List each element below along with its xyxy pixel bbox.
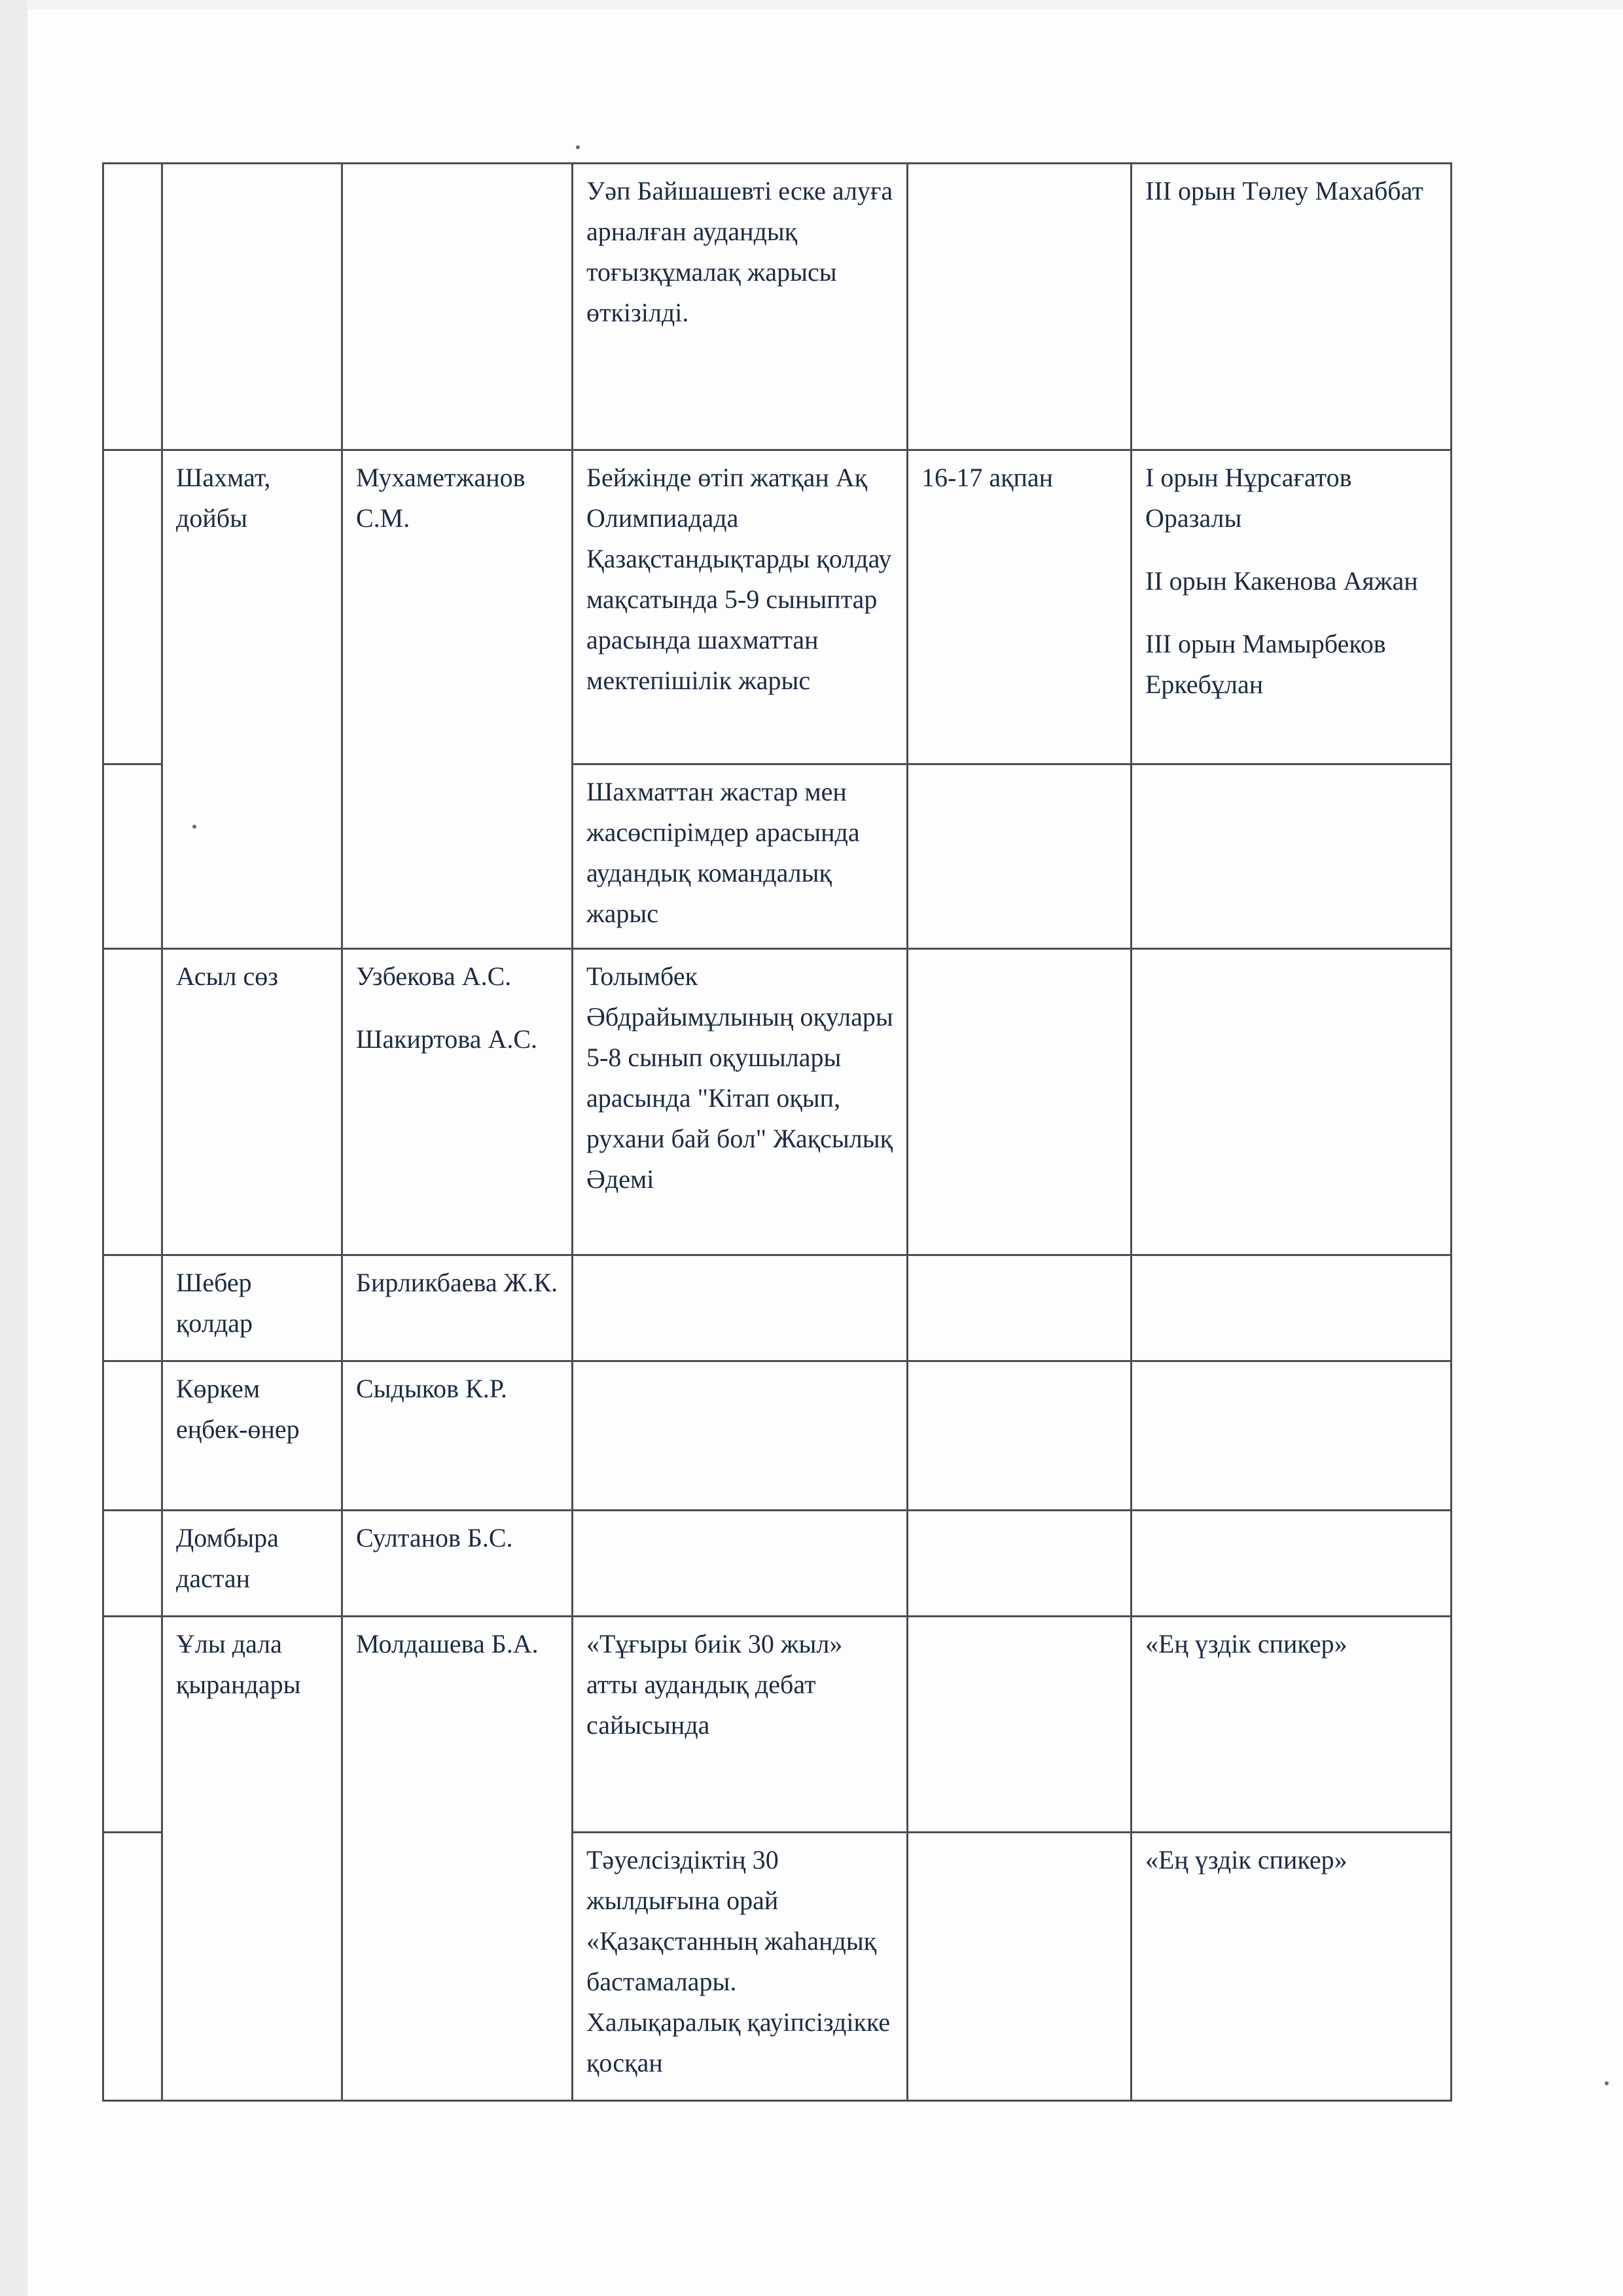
date-cell [908, 1511, 1132, 1617]
date-cell [908, 949, 1132, 1255]
scan-speck [1605, 2081, 1609, 2085]
leader-name: Мухаметжанов С.М. [356, 463, 526, 533]
event-cell: Толымбек Әбдрайымұлының оқулары 5-8 сынып оқушылары арасында "Кітап оқып, рухани бай бол" Жақсылық Әдемі [573, 949, 908, 1255]
club-cell: Асыл сөз [162, 949, 342, 1255]
date-cell: 16-17 ақпан [908, 450, 1132, 764]
club-cell: Шебер қолдар [162, 1255, 342, 1361]
activities-table [102, 162, 1452, 2102]
table-row [103, 1255, 1452, 1361]
leader-cell [342, 164, 573, 450]
result-cell [1132, 1361, 1452, 1511]
scan-top-edge [27, 0, 1623, 9]
result-line: ІІІ орын Мамырбеков Еркебұлан [1145, 629, 1386, 699]
number-cell [103, 1255, 162, 1361]
date-cell [908, 1361, 1132, 1511]
event-cell: Тәуелсіздіктің 30 жылдығына орай «Қазақстанның жаһандық бастамалары. Халықаралық қауіпсіздікке қосқан [573, 1833, 908, 2101]
table-row [103, 1361, 1452, 1511]
club-cell [162, 164, 342, 450]
result-cell [1132, 450, 1452, 764]
number-cell [103, 164, 162, 450]
club-cell: Ұлы дала қырандары [162, 1617, 342, 2101]
result-cell [1132, 764, 1452, 949]
number-cell [103, 764, 162, 949]
date-cell [908, 1617, 1132, 1833]
table-row [103, 1617, 1452, 1833]
date-cell [908, 1255, 1132, 1361]
leader-cell [342, 1361, 573, 1511]
club-cell: Шахмат, дойбы [162, 450, 342, 949]
date-cell [908, 764, 1132, 949]
leader-name: Узбекова А.С. [356, 961, 512, 991]
leader-cell [342, 450, 573, 949]
event-cell [573, 1361, 908, 1511]
event-cell [573, 1255, 908, 1361]
leader-name: Молдашева Б.А. [356, 1629, 539, 1659]
leader-cell [342, 1255, 573, 1361]
result-line: «Ең үздік спикер» [1145, 1629, 1347, 1659]
scan-speck [576, 145, 580, 149]
leader-name: Султанов Б.С. [356, 1523, 513, 1552]
number-cell [103, 450, 162, 764]
club-cell: Көркем еңбек-өнер [162, 1361, 342, 1511]
result-cell [1132, 1255, 1452, 1361]
scan-left-edge [0, 0, 27, 2296]
leader-name: Бирликбаева Ж.К. [356, 1268, 558, 1297]
result-line: «Ең үздік спикер» [1145, 1845, 1347, 1874]
number-cell [103, 949, 162, 1255]
club-cell: Домбыра дастан [162, 1511, 342, 1617]
leader-cell [342, 949, 573, 1255]
result-line: І орын Нұрсағатов Оразалы [1145, 463, 1352, 533]
number-cell [103, 1833, 162, 2101]
leader-name: Сыдыков К.Р. [356, 1374, 507, 1403]
result-cell [1132, 164, 1452, 450]
result-cell [1132, 949, 1452, 1255]
leader-name: Шакиртова А.С. [356, 1024, 538, 1054]
event-cell: Шахматтан жастар мен жасөспірімдер арасында аудандық командалық жарыс [573, 764, 908, 949]
number-cell [103, 1617, 162, 1833]
leader-cell [342, 1617, 573, 2101]
table-row [103, 1511, 1452, 1617]
event-cell: Уәп Байшашевті еске алуға арналған аудандық тоғызқұмалақ жарысы өткізілді. [573, 164, 908, 450]
date-cell [908, 1833, 1132, 2101]
result-line: ІІІ орын Төлеу Махаббат [1145, 176, 1423, 206]
result-cell [1132, 1833, 1452, 2101]
result-cell [1132, 1511, 1452, 1617]
table-row [103, 450, 1452, 764]
event-cell [573, 1511, 908, 1617]
result-line: ІІ орын Какенова Аяжан [1145, 566, 1418, 596]
scan-speck [192, 825, 196, 829]
table-row [103, 164, 1452, 450]
event-cell: «Тұғыры биік 30 жыл» атты аудандық дебат сайысында [573, 1617, 908, 1833]
number-cell [103, 1511, 162, 1617]
date-cell [908, 164, 1132, 450]
number-cell [103, 1361, 162, 1511]
table-row [103, 949, 1452, 1255]
event-cell: Бейжінде өтіп жатқан Ақ Олимпиадада Қазақстандықтарды қолдау мақсатында 5-9 сыныптар арасында шахматтан мектепішілік жарыс [573, 450, 908, 764]
result-cell [1132, 1617, 1452, 1833]
leader-cell [342, 1511, 573, 1617]
